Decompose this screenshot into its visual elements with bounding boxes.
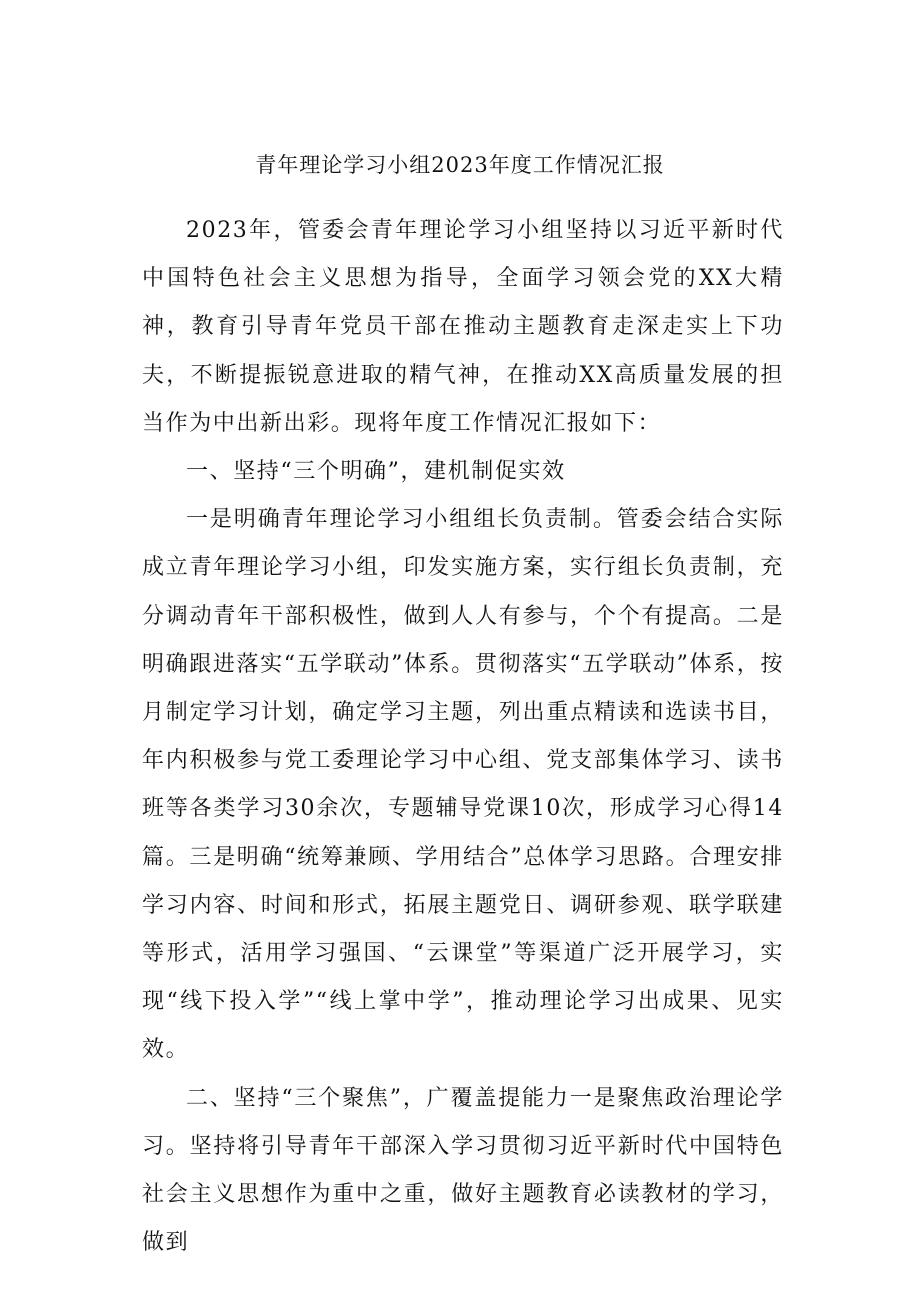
section-heading-1: 一、坚持“三个明确”，建机制促实效 (186, 459, 566, 485)
document-body (142, 207, 784, 1267)
section-2-paragraph: 二、坚持“三个聚焦”，广覆盖提能力一是聚焦政治理论学习。坚持将引导青年干部深入学习贯彻习近平新时代中国特色社会主义思想作为重中之重，做好主题教育必读教材的学习，做到 (142, 1085, 784, 1256)
section-1-paragraph: 一是明确青年理论学习小组组长负责制。管委会结合实际成立青年理论学习小组，印发实施方案，实行组长负责制，充分调动青年干部积极性，做到人人有参与，个个有提高。二是明确跟进落实“五学联动”体系。贯彻落实“五学联动”体系，按月制定学习计划，确定学习主题，列出重点精读和选读书目，年内积极参与党工委理论学习中心组、党支部集体学习、读书班等各类学习30余次，专题辅导党课10次，形成学习心得14篇。三是明确“统筹兼顾、学用结合”总体学习思路。合理安排学习内容、时间和形式，拓展主题党日、调研参观、联学联建等形式，活用学习强国、“云课堂”等渠道广泛开展学习，实现“线下投入学”“线上掌中学”，推动理论学习出成果、见实效。 (142, 507, 784, 1063)
document-title: 青年理论学习小组2023年度工作情况汇报 (255, 153, 665, 177)
intro-paragraph: 2023年，管委会青年理论学习小组坚持以习近平新时代中国特色社会主义思想为指导，全面学习领会党的XX大精神，教育引导青年党员干部在推动主题教育走深走实上下功夫，不断提振锐意进取的精气神，在推动XX高质量发展的担当作为中出新出彩。现将年度工作情况汇报如下： (142, 218, 784, 436)
